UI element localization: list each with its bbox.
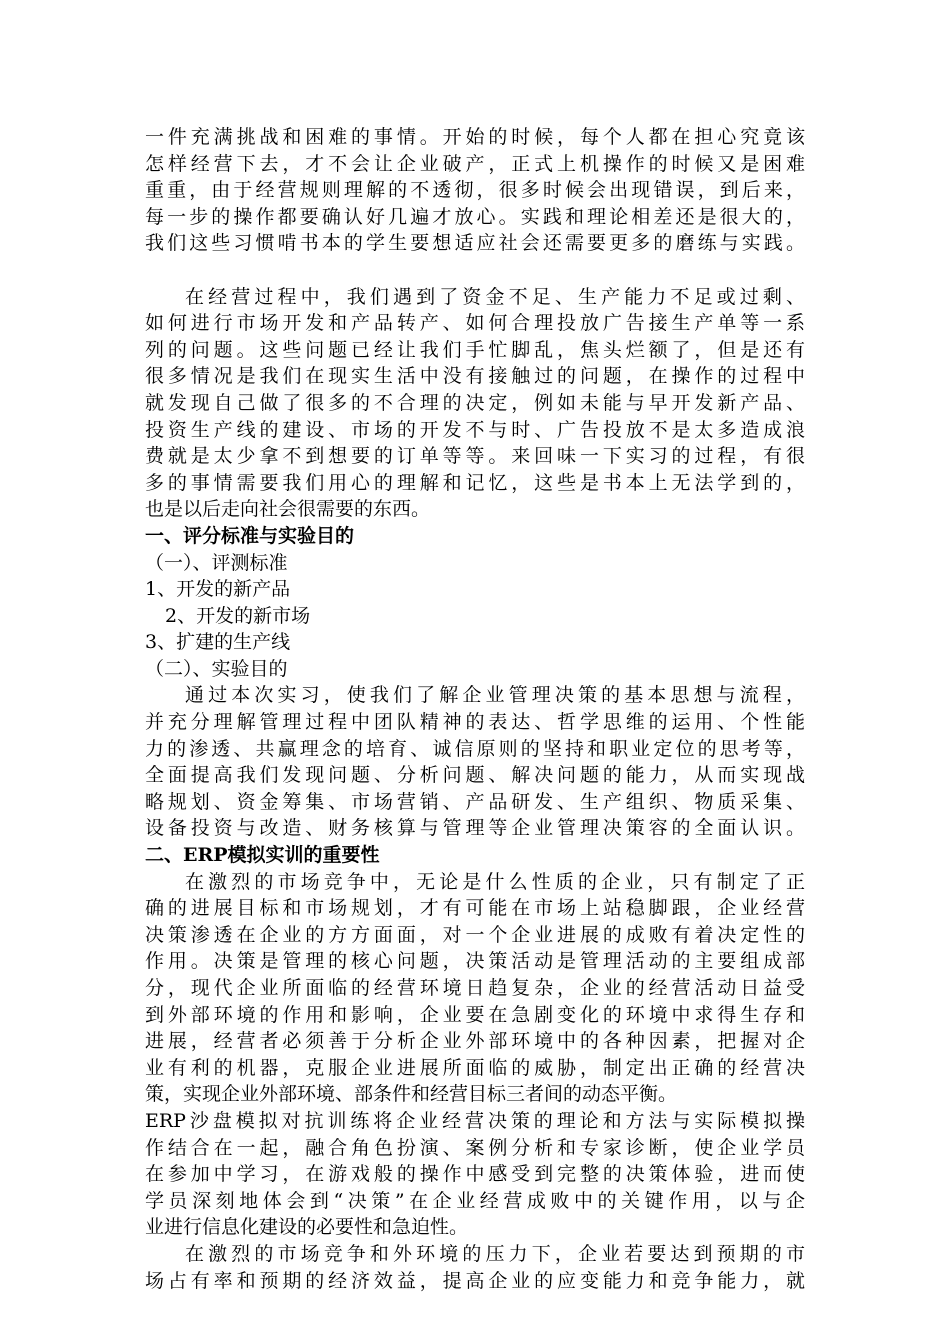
section-heading: 二、ERP模拟实训的重要性 (145, 844, 380, 867)
text-line: 怎样经营下去，才不会让企业破产，正式上机操作的时候又是困难 (145, 152, 805, 175)
section-erp-importance (145, 842, 805, 1294)
text-line: 投资生产线的建设、市场的开发不与时、广告投放不是太多造成浪 (145, 418, 805, 441)
text-line: 我们这些习惯啃书本的学生要想适应社会还需要更多的磨练与实践。 (145, 232, 805, 255)
text-line: 设备投资与改造、财务核算与管理等企业管理决策容的全面认识。 (145, 817, 805, 840)
text-line: 每一步的操作都要确认好几遍才放心。实践和理论相差还是很大的， (145, 205, 805, 228)
text-line: 进展，经营者必须善于分析企业外部环境中的各种因素，把握对企 (145, 1030, 805, 1053)
subsection-heading: （一）、评测标准 (145, 551, 288, 574)
text-line: 确的进展目标和市场规划，才有可能在市场上站稳脚跟，企业经营 (145, 897, 805, 920)
document-page (145, 124, 805, 1294)
text-line: 略规划、资金筹集、市场营销、产品研发、生产组织、物质采集、 (145, 790, 805, 813)
text-line: 列的问题。这些问题已经让我们手忙脚乱，焦头烂额了，但是还有 (145, 338, 805, 361)
list-item: 3、扩建的生产线 (145, 631, 291, 654)
text-line: 场占有率和预期的经济效益，提高企业的应变能力和竞争能力，就 (145, 1269, 805, 1292)
text-line: 全面提高我们发现问题、分析问题、解决问题的能力，从而实现战 (145, 764, 805, 787)
text-line: 如何进行市场开发和产品转产、如何合理投放广告接生产单等一系 (145, 312, 805, 335)
list-item: 1、开发的新产品 (145, 578, 291, 601)
section-scoring-and-purpose (145, 523, 805, 842)
text-line: 一件充满挑战和困难的事情。开始的时候，每个人都在担心究竟该 (145, 126, 805, 148)
paragraph-intro (145, 124, 805, 257)
text-line: 学员深刻地体会到“决策”在企业经营成败中的关键作用，以与企 (145, 1189, 805, 1212)
text-line: 分，现代企业所面临的经营环境日趋复杂，企业的经营活动日益受 (145, 977, 805, 999)
section-heading: 一、评分标准与实验目的 (145, 524, 355, 547)
list-item: 2、开发的新市场 (165, 604, 311, 627)
text-line: 也是以后走向社会很需要的东西。 (145, 498, 431, 521)
text-line: 决策渗透在企业的方方面面，对一个企业进展的成败有着决定性的 (145, 923, 805, 946)
text-line: 业进行信息化建设的必要性和急迫性。 (145, 1216, 469, 1239)
text-line: 到外部环境的作用和影响，企业要在急剧变化的环境中求得生存和 (145, 1003, 805, 1026)
text-line: 通过本次实习，使我们了解企业管理决策的基本思想与流程， (185, 684, 805, 707)
subsection-heading: （二）、实验目的 (145, 657, 288, 680)
text-line: 作用。决策是管理的核心问题，决策活动是管理活动的主要组成部 (145, 950, 805, 973)
text-line: 作结合在一起，融合角色扮演、案例分析和专家诊断，使企业学员 (145, 1136, 805, 1159)
text-line: 多的事情需要我们用心的理解和记忆，这些是书本上无法学到的， (145, 471, 805, 494)
text-line: ERP沙盘模拟对抗训练将企业经营决策的理论和方法与实际模拟操 (145, 1109, 805, 1132)
text-line: 策，实现企业外部环境、部条件和经营目标三者间的动态平衡。 (145, 1083, 678, 1106)
text-line: 力的渗透、共赢理念的培育、诚信原则的坚持和职业定位的思考等， (145, 737, 805, 760)
paragraph-spacer (145, 257, 805, 284)
text-line: 在激烈的市场竞争和外环境的压力下，企业若要达到预期的市 (185, 1242, 805, 1265)
text-line: 重重，由于经营规则理解的不透彻，很多时候会出现错误，到后来， (145, 179, 805, 202)
text-line: 费就是太少拿不到想要的订单等等。来回味一下实习的过程，有很 (145, 445, 805, 468)
text-line: 在经营过程中，我们遇到了资金不足、生产能力不足或过剩、 (185, 285, 805, 308)
text-line: 在参加中学习，在游戏般的操作中感受到完整的决策体验，进而使 (145, 1163, 805, 1186)
text-line: 在激烈的市场竞争中，无论是什么性质的企业，只有制定了正 (185, 870, 805, 893)
text-line: 业有利的机器，克服企业进展所面临的威胁，制定出正确的经营决 (145, 1056, 805, 1079)
text-line: 就发现自己做了很多的不合理的决定，例如未能与早开发新产品、 (145, 391, 805, 414)
text-line: 很多情况是我们在现实生活中没有接触过的问题，在操作的过程中 (145, 365, 805, 388)
paragraph-operation-issues (145, 284, 805, 523)
text-line: 并充分理解管理过程中团队精神的表达、哲学思维的运用、个性能 (145, 711, 805, 734)
